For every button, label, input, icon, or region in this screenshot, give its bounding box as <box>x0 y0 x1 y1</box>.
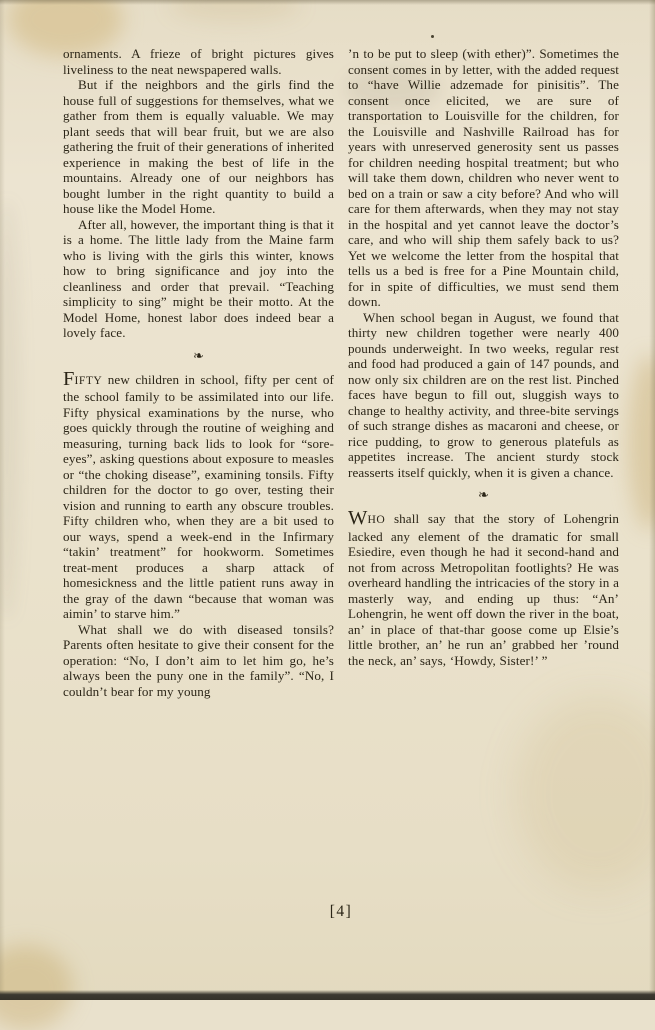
lead-small-caps: HO <box>367 513 386 526</box>
paragraph: When school began in August, we found that thirty new children together were nearly 400 pounds underweight. In two weeks, regular rest and food had produced a gain of 147 pounds, and now only six children are on the rest list. Pinched faces have begun to fill out, sluggish ways to change to healthy activity, and three-bite servings of such strange dishes as macaroni and cheese, or rice pudding, to grow to generous platefuls as appetites increase. The ancient sturdy stock reasserts itself quickly, when it is given a chance. <box>348 309 619 480</box>
left-column <box>63 46 334 699</box>
paper-stain <box>0 945 73 1030</box>
lead-small-caps: IFTY <box>74 373 103 387</box>
fleuron-ornament-icon: ❧ <box>193 347 204 363</box>
paragraph: What shall we do with diseased tonsils? Parents often hesitate to give their consent for the operation: “No, I don’t aim to let him go, he’s always been the puny one in the family”. “No, I couldn’t bear for my young <box>63 621 334 699</box>
page-edge-bottom <box>0 990 655 1000</box>
right-column <box>348 46 619 699</box>
section-text: new children in school, fifty per cent of the school family to be assimilated into our life. Fifty physical examinations by the nurse, who goes quickly through the routine of weighing and measuring, turning back lids to look for “sore-eyes”, asking questions about exposure to measles or “the choking disease”, examining tonsils. Fifty children for the doctor to go over, testing their vision and running to earth any obscure troubles. Fifty children who, when they are a bit used to our ways, spend a week-end in the Infirmary “takin’ treatment” for hookworm. Sometimes treat-ment produces a sharp attack of homesickness and the little patient runs away in the gray of the dawn “because that woman was aimin’ to starve him.” <box>63 371 334 621</box>
section-text: shall say that the story of Lohengrin lacked any element of the dramatic for small Esiedire, even though he had it second-hand and not from across Metropolitan footlights? He was overheard handling the intricacies of the story in a masterly way, and ending up thus: “An’ Lohengrin, he went off down the river in the boat, an’ in place of that-thar goose come up Elsie’s little brother, an’ he run an’ grabbed her ’round the neck, an’ says, ‘Howdy, Sister!’ ” <box>348 511 619 668</box>
lead-capital: W <box>348 507 368 529</box>
paper-stain <box>515 695 655 890</box>
ink-speck <box>431 35 434 38</box>
fleuron-ornament-icon: ❧ <box>478 487 489 502</box>
page-edge-top <box>0 0 655 5</box>
section-opening-paragraph <box>63 369 334 622</box>
section-opening-paragraph <box>348 508 619 668</box>
paragraph: ’n to be put to sleep (with ether)”. Sometimes the consent comes in by letter, with the added request to “have Willie adzemade for pinisitis”. The consent once elicited, we are sure of transportation to Louisville for the children, for the Louisville and Nashville Railroad has for years with unreserved generosity sent us passes for children needing hospital treatment; but who will take them down, children who never went to bed on a train or saw a city before? And who will care for them afterwards, when they may not stay in the hospital and yet cannot leave the doctor’s care, and who will ship them safely back to us? Yet we welcome the letter from the hospital that tells us a bed is free for a Pine Mountain child, for in spite of difficulties, we must send them down. <box>348 46 619 309</box>
page-number: [4] <box>329 903 353 920</box>
paragraph: After all, however, the important thing is that it is a home. The little lady from the Maine farm who is living with the girls this winter, knows how to bring significance and joy into the cleanliness and order that prevail. “Teaching simplicity to sing” might be their motto. At the Model Home, honest labor does indeed bear a lovely face. <box>63 216 334 340</box>
text-columns <box>63 46 619 699</box>
page-edge-left <box>0 0 5 1000</box>
paragraph: ornaments. A frieze of bright pictures gives liveliness to the neat newspapered walls. <box>63 46 334 77</box>
page-edge-right <box>649 0 655 1000</box>
paragraph: But if the neighbors and the girls find the house full of suggestions for themselves, what we gather from them is equally valuable. We may plant seeds that will bear fruit, but we are also gathering the fruit of their generations of inherited experience in making the best of life in the mountains. Already one of our neighbors has bought lumber in the right quantity to build a house like the Model Home. <box>63 77 335 216</box>
lead-capital: F <box>63 367 75 390</box>
